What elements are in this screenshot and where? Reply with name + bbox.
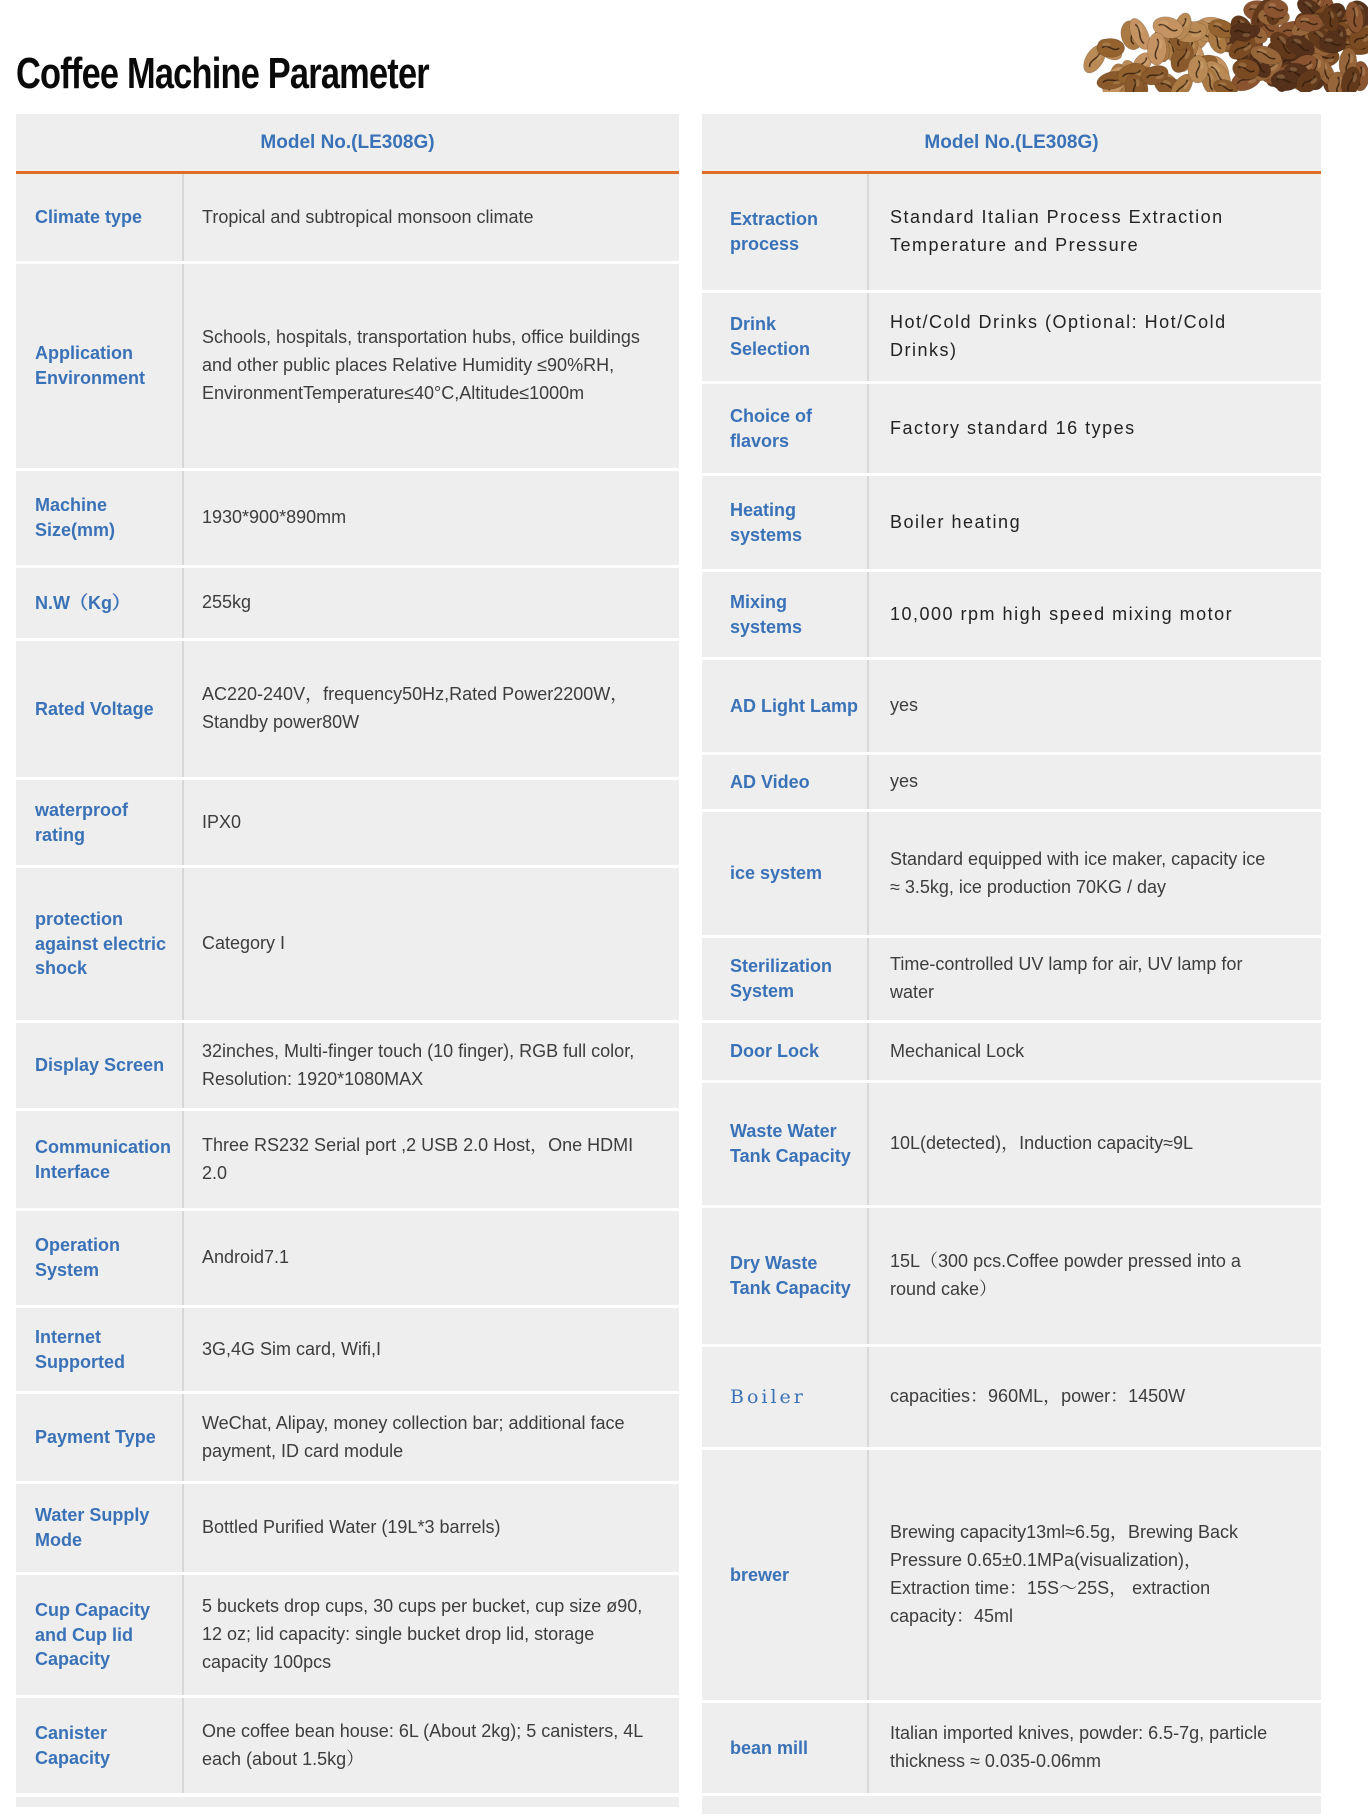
spec-label: Boiler	[702, 1347, 869, 1447]
table-row	[702, 174, 1321, 290]
table-row	[702, 1447, 1321, 1700]
spec-label: Choice of flavors	[702, 384, 869, 473]
table-row	[16, 174, 679, 261]
spec-value: capacities：960ML，power：1450W	[890, 1386, 1186, 1407]
spec-value: Schools, hospitals, transportation hubs, office buildings and other public places Relative Humidity ≤90%RH, EnvironmentTemperature≤40°C,Altitude≤1000m	[202, 327, 640, 403]
table-row	[16, 777, 679, 865]
table-row	[16, 1481, 679, 1572]
table-row	[702, 473, 1321, 569]
spec-value: IPX0	[202, 811, 242, 832]
spec-label: Internet Supported	[16, 1308, 184, 1391]
table-row	[16, 1391, 679, 1481]
spec-value: 1930*900*890mm	[202, 507, 347, 528]
table-row	[16, 1572, 679, 1695]
spec-label: protection against electric shock	[16, 868, 184, 1020]
spec-table-right	[702, 114, 1321, 1814]
spec-value: Android7.1	[202, 1247, 290, 1268]
spec-value: Mechanical Lock	[890, 1040, 1025, 1061]
table-row	[702, 1205, 1321, 1344]
spec-label: Application Environment	[16, 264, 184, 468]
spec-value: Italian imported knives, powder: 6.5-7g, particle thickness ≈ 0.035-0.06mm	[890, 1723, 1268, 1771]
spec-label: Dry Waste Tank Capacity	[702, 1208, 869, 1344]
spec-value: yes	[890, 695, 919, 716]
spec-value: 3G,4G Sim card, Wifi,I	[202, 1338, 382, 1359]
table-row	[16, 865, 679, 1020]
spec-label: N.W（Kg）	[16, 568, 184, 638]
spec-value: Category I	[202, 933, 286, 954]
spec-table-left	[16, 114, 679, 1807]
table-row	[702, 657, 1321, 752]
spec-label: Waste Water Tank Capacity	[702, 1083, 869, 1205]
spec-value: Standard equipped with ice maker, capacity ice ≈ 3.5kg, ice production 70KG / day	[890, 848, 1266, 897]
table-header: Model No.(LE308G)	[16, 114, 679, 171]
table-row	[702, 752, 1321, 809]
spec-label: Machine Size(mm)	[16, 471, 184, 565]
spec-value: 10L(detected)，Induction capacity≈9L	[890, 1133, 1194, 1154]
spec-label: Climate type	[16, 174, 184, 261]
spec-value: AC220-240V，frequency50Hz,Rated Power2200W， Standby power80W	[202, 684, 629, 732]
table-header: Model No.(LE308G)	[702, 114, 1321, 171]
page-title: Coffee Machine Parameter	[16, 48, 429, 98]
spec-value: Hot/Cold Drinks (Optional: Hot/Cold Drinks)	[890, 312, 1227, 360]
spec-label: bean mill	[702, 1703, 869, 1793]
table-row	[702, 1020, 1321, 1080]
spec-value: 32inches, Multi-finger touch (10 finger), RGB full color, Resolution: 1920*1080MAX	[202, 1040, 635, 1089]
table-row	[702, 1080, 1321, 1205]
spec-value: 5 buckets drop cups, 30 cups per bucket, cup size ø90, 12 oz; lid capacity: single bucket drop lid, storage capacity 100pcs	[202, 1596, 643, 1672]
table-row	[702, 935, 1321, 1020]
spec-label: brewer	[702, 1450, 869, 1700]
spec-label: ice system	[702, 812, 869, 935]
table-row	[16, 638, 679, 777]
spec-value: Bottled Purified Water (19L*3 barrels)	[202, 1517, 501, 1538]
table-row	[16, 1208, 679, 1305]
table-row	[702, 290, 1321, 381]
table-row	[702, 381, 1321, 473]
table-row	[702, 569, 1321, 657]
coffee-beans-image	[984, 0, 1368, 92]
spec-value: 255kg	[202, 592, 252, 613]
table-row	[16, 1695, 679, 1793]
table-row	[16, 468, 679, 565]
table-row	[702, 1344, 1321, 1447]
spec-label: Drink Selection	[702, 293, 869, 381]
cutoff-row	[702, 1793, 1321, 1814]
spec-value: 10,000 rpm high speed mixing motor	[890, 603, 1234, 624]
spec-label: Rated Voltage	[16, 641, 184, 777]
spec-label: Heating systems	[702, 476, 869, 569]
spec-label: Canister Capacity	[16, 1698, 184, 1793]
table-row	[702, 1700, 1321, 1793]
spec-value: Time-controlled UV lamp for air, UV lamp for water	[890, 954, 1243, 1002]
spec-label: Operation System	[16, 1211, 184, 1305]
spec-value: Tropical and subtropical monsoon climate	[202, 206, 534, 227]
spec-label: Mixing systems	[702, 572, 869, 657]
spec-label: Extraction process	[702, 174, 869, 290]
spec-value: One coffee bean house: 6L (About 2kg); 5 canisters, 4L each (about 1.5kg）	[202, 1720, 643, 1769]
table-row	[16, 261, 679, 468]
spec-label: Display Screen	[16, 1023, 184, 1108]
table-row	[16, 565, 679, 638]
spec-label: Payment Type	[16, 1394, 184, 1481]
table-row	[16, 1020, 679, 1108]
spec-value: 15L（300 pcs.Coffee powder pressed into a round cake）	[890, 1251, 1241, 1299]
spec-value: Factory standard 16 types	[890, 417, 1136, 438]
spec-value: Boiler heating	[890, 511, 1022, 532]
spec-label: Door Lock	[702, 1023, 869, 1080]
spec-label: AD Video	[702, 755, 869, 809]
table-row	[702, 809, 1321, 935]
spec-value: Brewing capacity13ml≈6.5g，Brewing Back Pressure 0.65±0.1MPa(visualization)，Extraction time：15S～25S， extraction capacity：45ml	[890, 1522, 1239, 1626]
spec-label: Sterilization System	[702, 938, 869, 1020]
spec-label: Cup Capacity and Cup lid Capacity	[16, 1575, 184, 1695]
spec-value: yes	[890, 771, 919, 792]
table-row	[16, 1108, 679, 1208]
spec-label: Communication Interface	[16, 1111, 184, 1208]
table-row	[16, 1305, 679, 1391]
spec-label: Water Supply Mode	[16, 1484, 184, 1572]
spec-label: waterproof rating	[16, 780, 184, 865]
cutoff-row	[16, 1793, 679, 1807]
spec-value: Three RS232 Serial port ,2 USB 2.0 Host，One HDMI 2.0	[202, 1134, 634, 1183]
spec-value: WeChat, Alipay, money collection bar; additional face payment, ID card module	[202, 1412, 625, 1461]
spec-label: AD Light Lamp	[702, 660, 869, 752]
spec-value: Standard Italian Process Extraction Temperature and Pressure	[890, 207, 1224, 255]
